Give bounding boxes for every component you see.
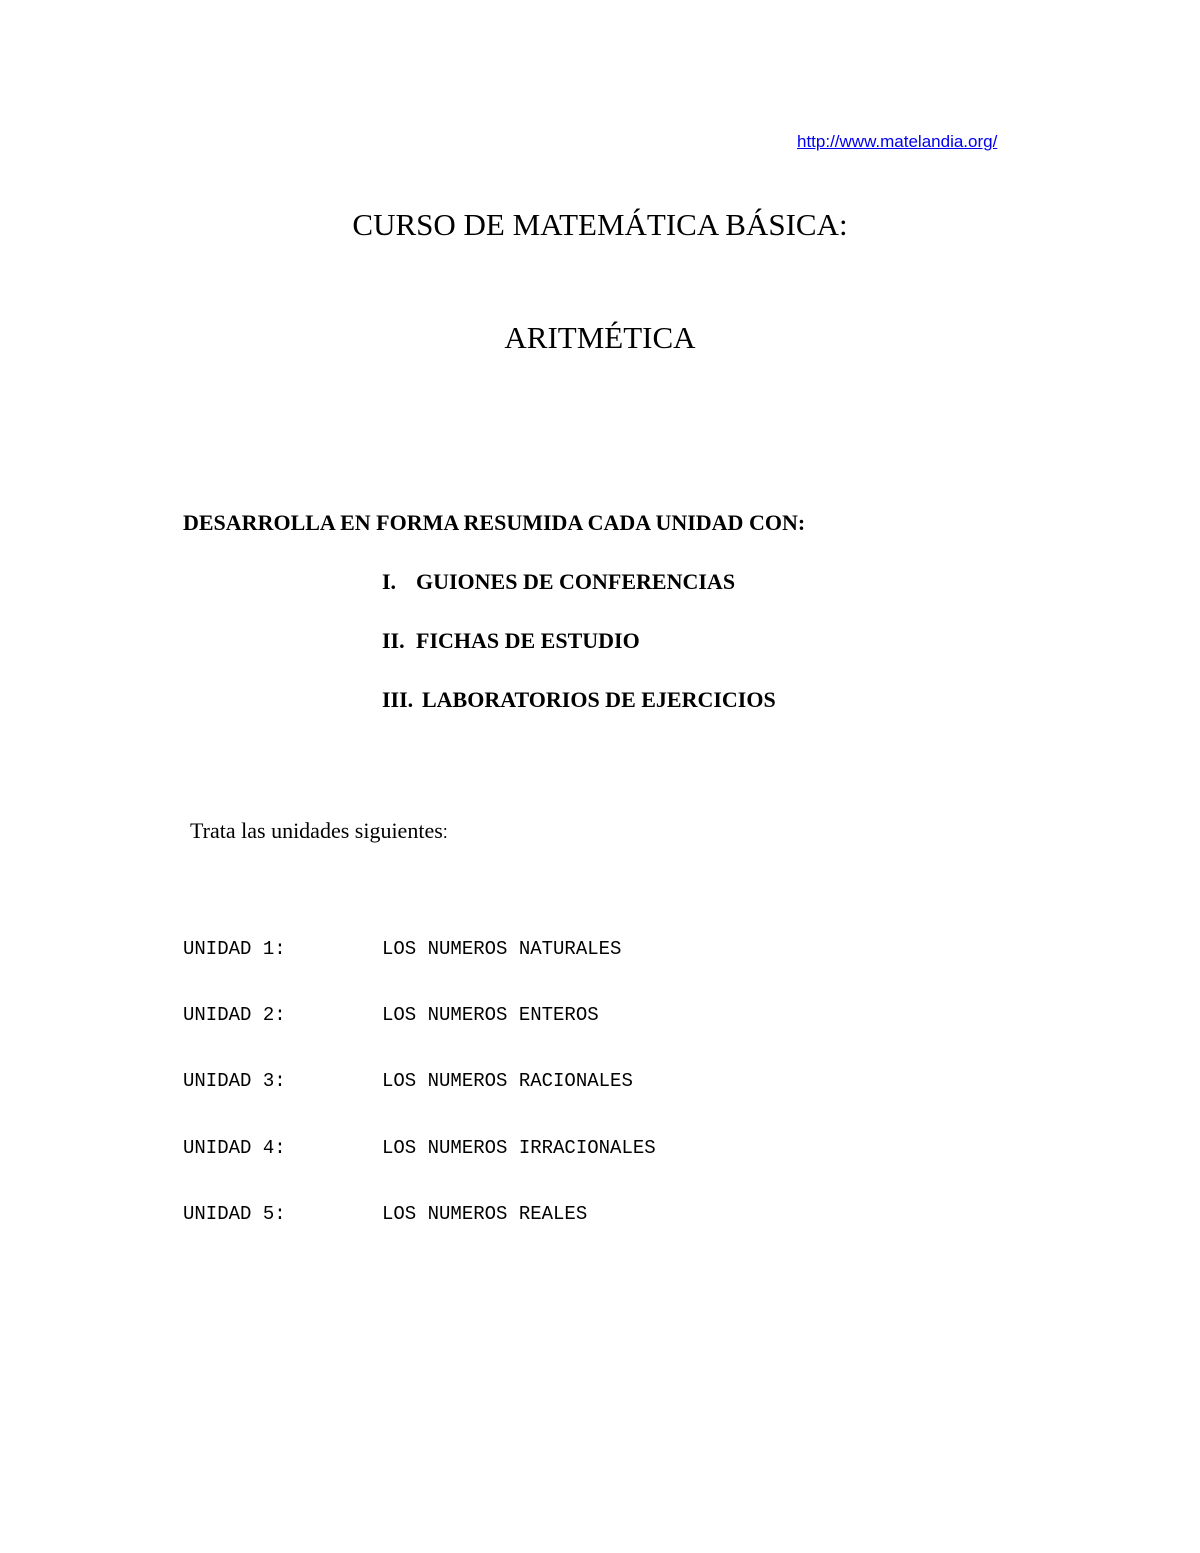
list-item xyxy=(382,569,735,595)
course-title: CURSO DE MATEMÁTICA BÁSICA: xyxy=(352,207,848,242)
list-item xyxy=(382,628,640,654)
unit-name: LOS NUMEROS REALES xyxy=(382,1203,588,1225)
unit-label: UNIDAD 5: xyxy=(183,1203,286,1225)
unit-row xyxy=(183,1004,599,1026)
list-item xyxy=(382,687,776,713)
unit-label: UNIDAD 4: xyxy=(183,1137,286,1159)
description-heading: DESARROLLA EN FORMA RESUMIDA CADA UNIDAD CON: xyxy=(183,510,806,535)
unit-row xyxy=(183,1070,633,1092)
list-label: LABORATORIOS DE EJERCICIOS xyxy=(422,687,776,712)
unit-name: LOS NUMEROS NATURALES xyxy=(382,938,622,960)
units-intro xyxy=(190,818,448,844)
units-intro-text: Trata las unidades siguientes xyxy=(190,818,443,843)
unit-name: LOS NUMEROS IRRACIONALES xyxy=(382,1137,656,1159)
list-numeral: II. xyxy=(382,628,405,653)
unit-row xyxy=(183,938,621,960)
subject-title: ARITMÉTICA xyxy=(504,320,696,355)
units-intro-colon: : xyxy=(442,822,448,842)
list-numeral: III. xyxy=(382,687,414,712)
list-label: GUIONES DE CONFERENCIAS xyxy=(416,569,736,594)
unit-name: LOS NUMEROS ENTEROS xyxy=(382,1004,599,1026)
unit-name: LOS NUMEROS RACIONALES xyxy=(382,1070,633,1092)
unit-row xyxy=(183,1137,656,1159)
unit-row xyxy=(183,1203,587,1225)
website-link[interactable]: http://www.matelandia.org/ xyxy=(797,132,998,151)
unit-label: UNIDAD 3: xyxy=(183,1070,286,1092)
list-label: FICHAS DE ESTUDIO xyxy=(416,628,640,653)
unit-label: UNIDAD 2: xyxy=(183,1004,286,1026)
unit-label: UNIDAD 1: xyxy=(183,938,286,960)
list-numeral: I. xyxy=(382,569,397,594)
